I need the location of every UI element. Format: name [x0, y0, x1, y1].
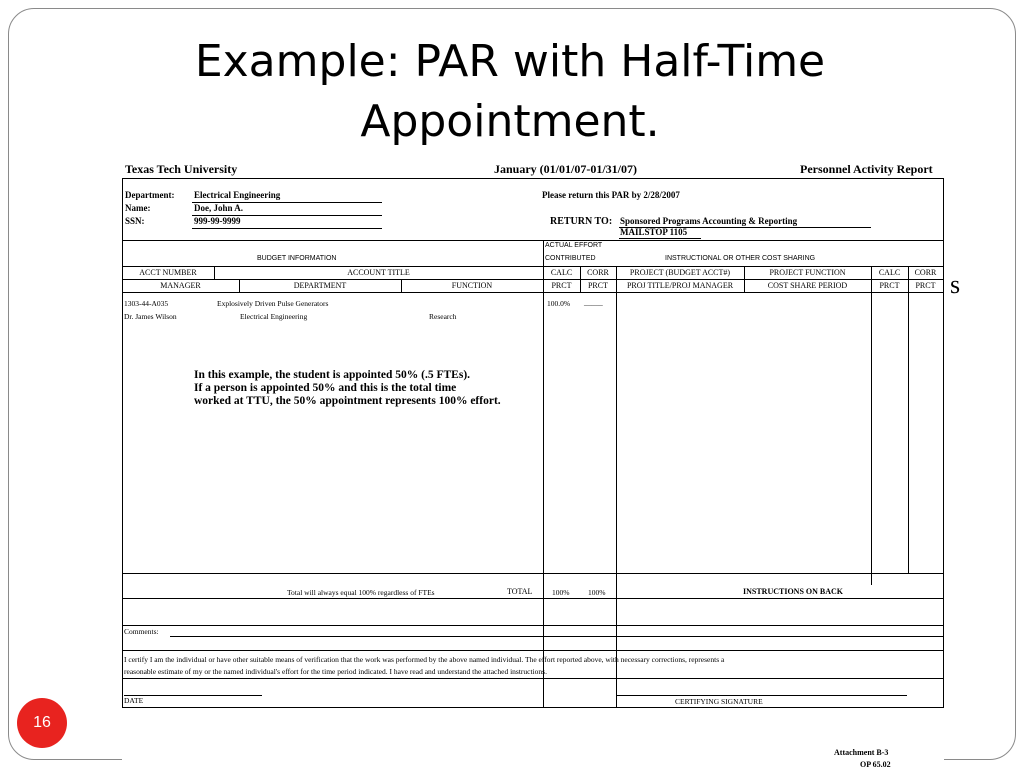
return-to-address-line1: Sponsored Programs Accounting & Reporting — [620, 216, 798, 226]
instructions-on-back: INSTRUCTIONS ON BACK — [743, 587, 844, 596]
col-cost-share-period: COST SHARE PERIOD — [767, 281, 848, 290]
sep-calc2-corr2 — [908, 266, 909, 573]
ssn-value: 999-99-9999 — [194, 216, 241, 226]
entry-corr-prct: _____ — [584, 298, 603, 307]
ssn-label: SSN: — [125, 216, 145, 226]
col-prct: PRCT — [551, 281, 572, 290]
totals-bottom — [122, 598, 944, 599]
note-line1: In this example, the student is appointed 50% (.5 FTEs). — [194, 369, 471, 381]
totals-corr: 100% — [588, 588, 606, 597]
page-number-badge: 16 — [17, 698, 67, 748]
actual-effort-heading-line1: ACTUAL EFFORT — [545, 242, 603, 249]
name-value: Doe, John A. — [194, 203, 244, 213]
sep-manager-dept — [239, 279, 240, 292]
department-label: Department: — [125, 190, 175, 200]
col-calc: CALC — [550, 268, 573, 277]
note-line3: worked at TTU, the 50% appointment represents 100% effort. — [194, 395, 501, 407]
date-label: DATE — [124, 696, 144, 705]
ssn-underline — [192, 228, 382, 229]
header-row2-bottom — [122, 292, 944, 293]
certification-top — [122, 650, 944, 651]
header-row1-top — [122, 266, 944, 267]
col-department: DEPARTMENT — [293, 281, 347, 290]
col-prct-2: PRCT — [587, 281, 608, 290]
par-form-document — [122, 160, 944, 768]
budget-information-heading: BUDGET INFORMATION — [257, 255, 337, 262]
certification-line2: reasonable estimate of my or the named individual's effort for the time period indicated. I have read and understand the attached instructions. — [124, 667, 547, 676]
section-divider — [122, 240, 944, 241]
return-to-label: RETURN TO: — [550, 216, 613, 227]
form-left-border — [122, 178, 123, 708]
form-right-border — [943, 178, 944, 708]
col-function: FUNCTION — [451, 281, 493, 290]
sep-calc-corr — [580, 266, 581, 292]
col-proj-title: PROJ TITLE/PROJ MANAGER — [626, 281, 734, 290]
certification-bottom — [122, 678, 944, 679]
entry-acct-number: 1303-44-A035 — [124, 299, 169, 308]
certification-line1: I certify I am the individual or have other suitable means of verification that the work was performed by the above named individual. The effort reported above, with necessary corrections, represents a — [124, 655, 725, 664]
signature-label: CERTIFYING SIGNATURE — [675, 697, 763, 706]
header-row2-top — [122, 279, 944, 280]
sep-effort-left — [543, 240, 544, 708]
entry-function: Research — [429, 312, 457, 321]
actual-effort-heading-line2: CONTRIBUTED — [545, 255, 596, 262]
totals-label: TOTAL — [507, 587, 533, 596]
attachment-ref-line1: Attachment B-3 — [834, 748, 889, 757]
slide-title-line2: Appointment. — [360, 96, 660, 147]
col-manager: MANAGER — [160, 281, 201, 290]
totals-calc: 100% — [552, 588, 570, 597]
slide-title-line1: Example: PAR with Half-Time — [194, 36, 826, 87]
col-prct-4: PRCT — [915, 281, 936, 290]
totals-note: Total will always equal 100% regardless of FTEs — [287, 588, 435, 597]
col-project: PROJECT (BUDGET ACCT#) — [629, 268, 731, 277]
cost-sharing-heading: INSTRUCTIONAL OR OTHER COST SHARING — [665, 255, 816, 262]
sep-acct-title — [214, 266, 215, 279]
entry-department: Electrical Engineering — [240, 312, 308, 321]
note-line2: If a person is appointed 50% and this is the total time — [194, 382, 457, 394]
comments-top — [122, 625, 944, 626]
mailstop-underline — [619, 238, 701, 239]
totals-top — [122, 573, 944, 574]
sep-cost-calc — [871, 266, 872, 585]
university-name: Texas Tech University — [125, 162, 238, 176]
sep-dept-function — [401, 279, 402, 292]
signature-line — [617, 695, 907, 696]
col-project-function: PROJECT FUNCTION — [769, 268, 846, 277]
col-account-title: ACCOUNT TITLE — [347, 268, 410, 277]
col-corr: CORR — [587, 268, 609, 277]
partially-hidden-text: s — [950, 270, 961, 299]
attachment-ref-line2: OP 65.02 — [860, 760, 891, 769]
sep-effort-right — [616, 266, 617, 708]
entry-account-title: Explosively Driven Pulse Generators — [217, 299, 329, 308]
return-notice: Please return this PAR by 2/28/2007 — [542, 190, 680, 200]
comments-label: Comments: — [124, 627, 159, 636]
comments-line — [170, 636, 943, 637]
col-prct-3: PRCT — [879, 281, 900, 290]
entry-manager: Dr. James Wilson — [124, 312, 177, 321]
form-top-border — [122, 178, 944, 179]
report-title: Personnel Activity Report — [800, 162, 933, 176]
name-label: Name: — [125, 203, 151, 213]
department-value: Electrical Engineering — [194, 190, 281, 200]
col-calc-2: CALC — [878, 268, 901, 277]
report-period: January (01/01/07-01/31/07) — [494, 162, 637, 176]
col-corr-2: CORR — [914, 268, 937, 277]
return-to-address-line2: MAILSTOP 1105 — [620, 227, 688, 237]
sep-project-function — [744, 266, 745, 292]
entry-calc-prct: 100.0% — [547, 299, 571, 308]
date-line — [124, 695, 262, 696]
form-bottom-border — [122, 707, 944, 708]
col-acct-number: ACCT NUMBER — [139, 268, 197, 277]
